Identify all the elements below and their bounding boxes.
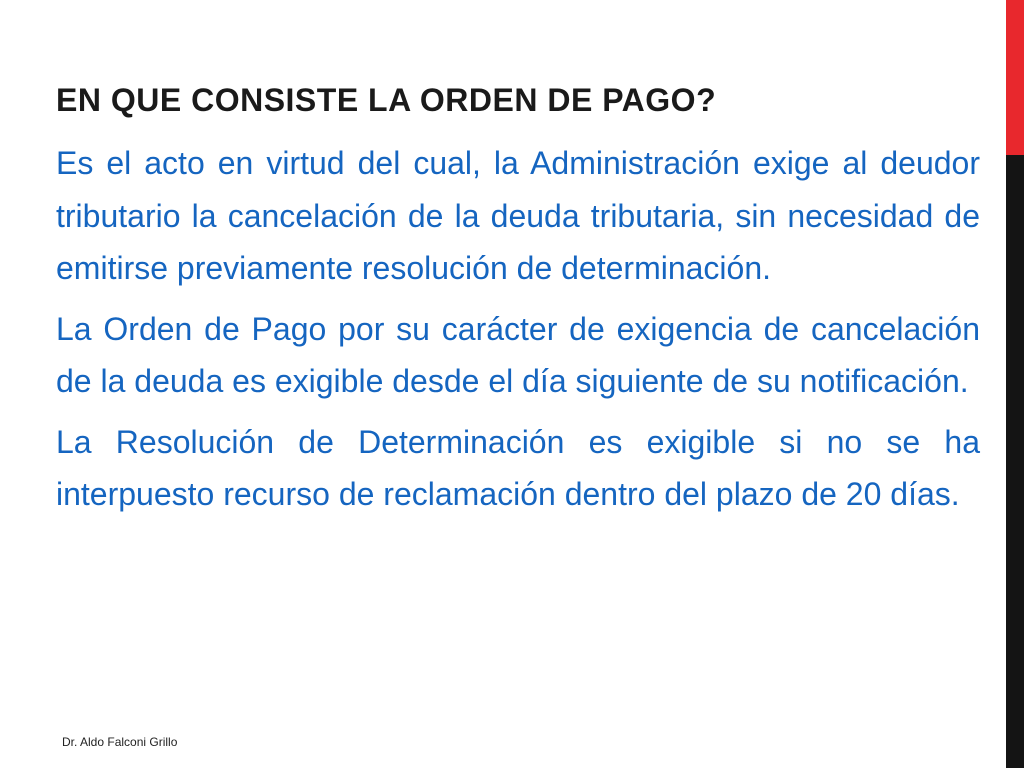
- paragraph-orden-de-pago: La Orden de Pago por su carácter de exigencia de cancelación de la deuda es exigible desde el día siguiente de su notificación.: [56, 310, 980, 399]
- paragraph-resolucion: La Resolución de Determinación es exigible si no se ha interpuesto recurso de reclamación dentro del plazo de 20 días.: [56, 423, 980, 512]
- paragraph-definition: Es el acto en virtud del cual, la Administración exige al deudor tributario la cancelación de la deuda tributaria, sin necesidad de emitirse previamente resolución de determinación.: [56, 145, 980, 286]
- slide-body: [56, 137, 980, 529]
- slide-title: EN QUE CONSISTE LA ORDEN DE PAGO?: [56, 82, 717, 118]
- footer-author: Dr. Aldo Falconi Grillo: [62, 735, 178, 749]
- accent-bar-red: [1006, 0, 1024, 155]
- accent-bar-dark: [1006, 155, 1024, 768]
